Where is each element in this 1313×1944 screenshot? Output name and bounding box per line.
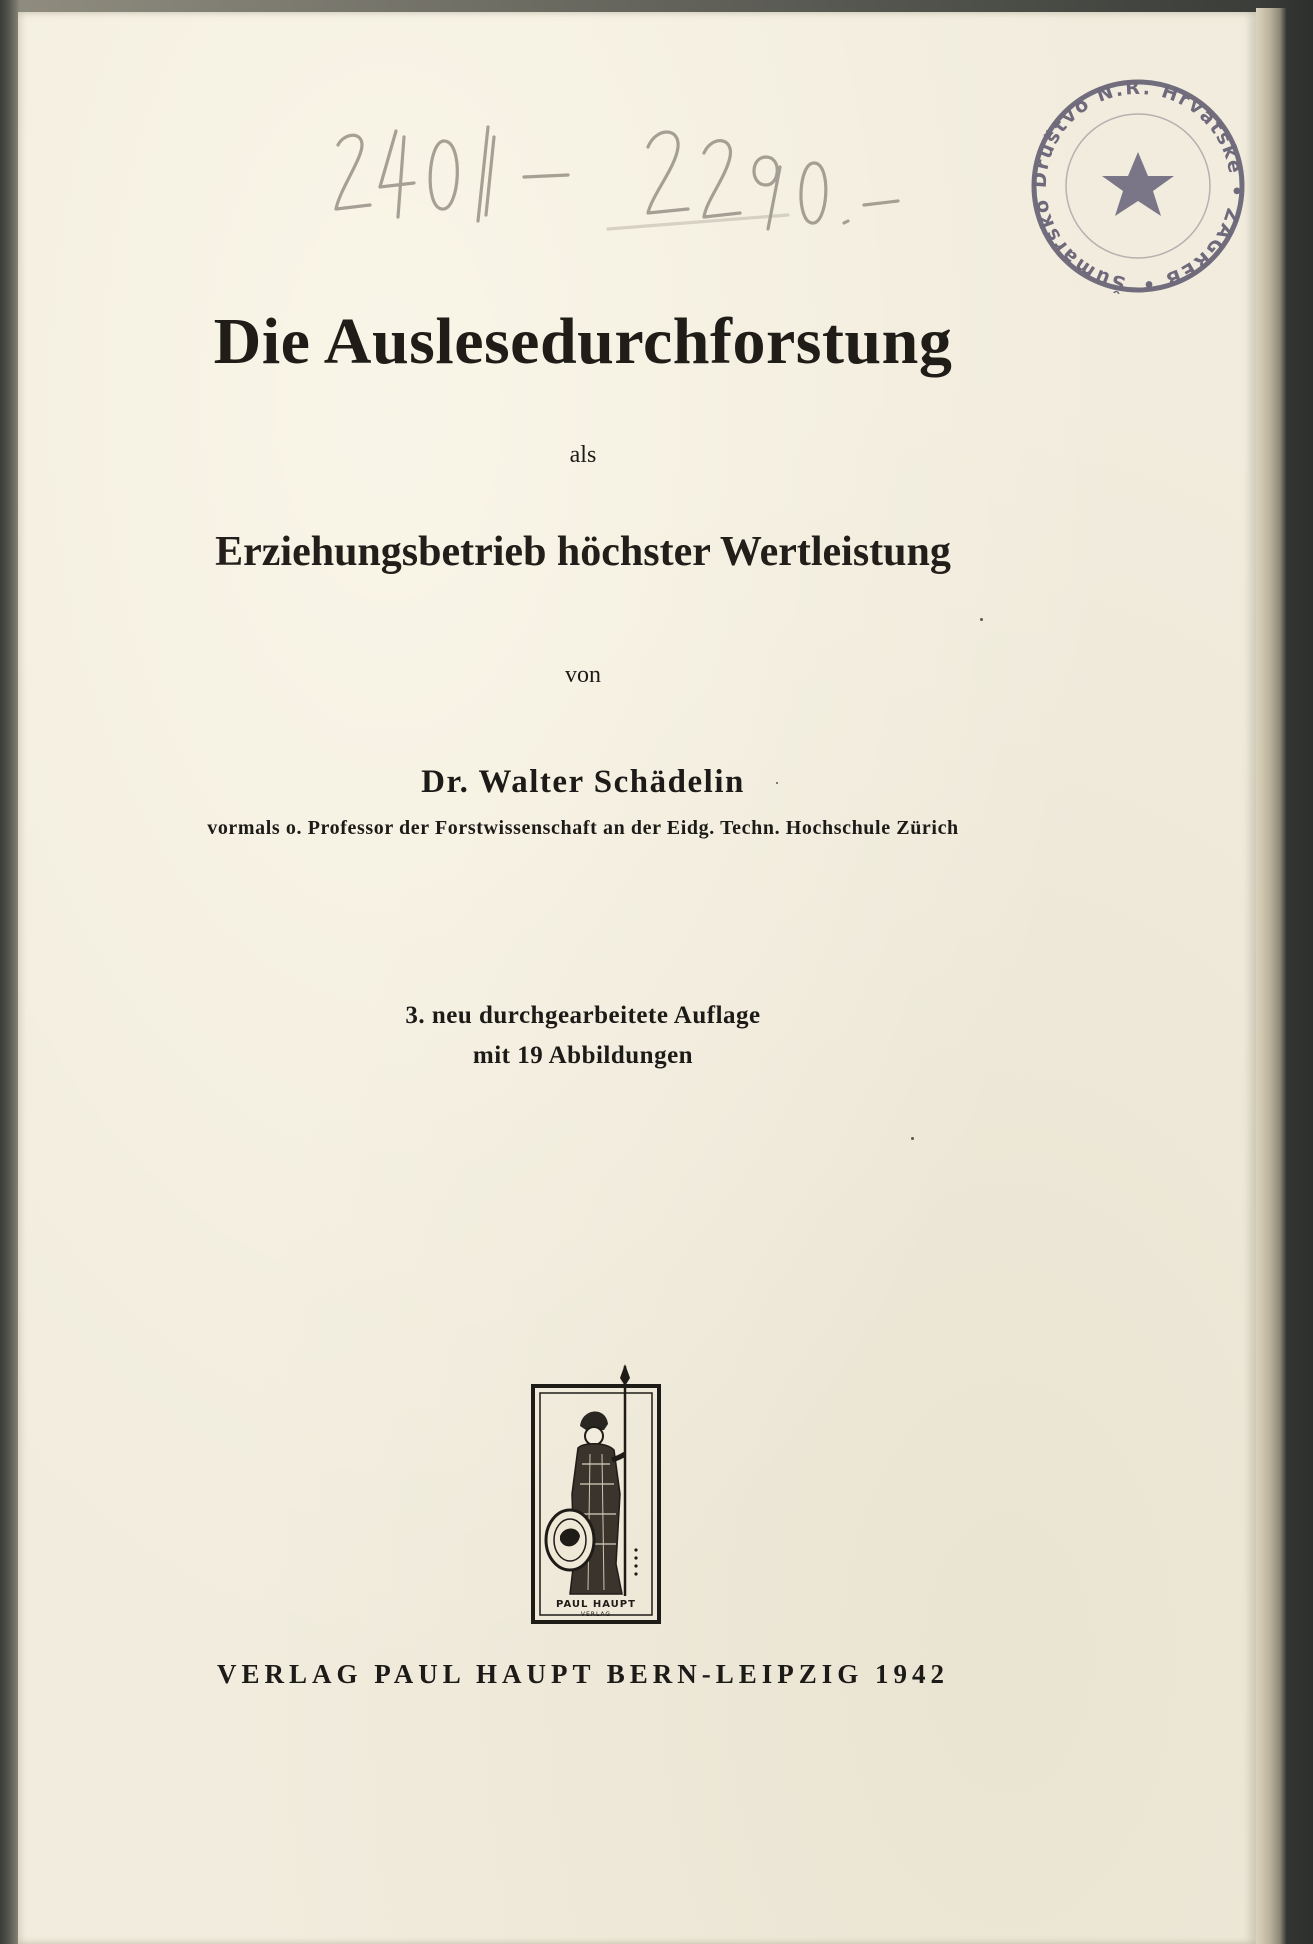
minerva-figure-icon xyxy=(546,1364,638,1596)
page-edge xyxy=(1256,8,1286,1944)
illustrations-note: mit 19 Abbildungen xyxy=(472,1042,694,1069)
stamp-text: Šumarsko Društvo N.R. Hrvatske • ZAGREB • xyxy=(1028,76,1248,294)
logo-sub-caption: VERLAG xyxy=(580,1611,612,1618)
paper-speck xyxy=(980,618,983,621)
author-affiliation: vormals o. Professor der Forstwissenschaft an der Eidg. Techn. Hochschule Zürich xyxy=(207,817,959,839)
book-subtitle: Erziehungsbetrieb höchster Wertleistung xyxy=(215,529,951,575)
star-icon xyxy=(1102,152,1174,216)
logo-caption: PAUL HAUPT xyxy=(556,1599,636,1610)
society-stamp xyxy=(1018,74,1258,294)
title-page xyxy=(18,12,1256,1944)
handwritten-notes xyxy=(318,97,978,247)
author-name: Dr. Walter Schädelin xyxy=(421,764,745,800)
paper-speck xyxy=(911,1137,914,1140)
title-conjunction: als xyxy=(569,442,597,468)
paper-speck xyxy=(776,782,778,784)
publisher-imprint: VERLAG PAUL HAUPT BERN-LEIPZIG 1942 xyxy=(216,1659,950,1689)
by-line: von xyxy=(565,662,601,688)
book-title: Die Auslesedurchforstung xyxy=(213,305,953,378)
publisher-logo xyxy=(530,1364,662,1626)
edition-statement: 3. neu durchgearbeitete Auflage xyxy=(405,1002,761,1029)
